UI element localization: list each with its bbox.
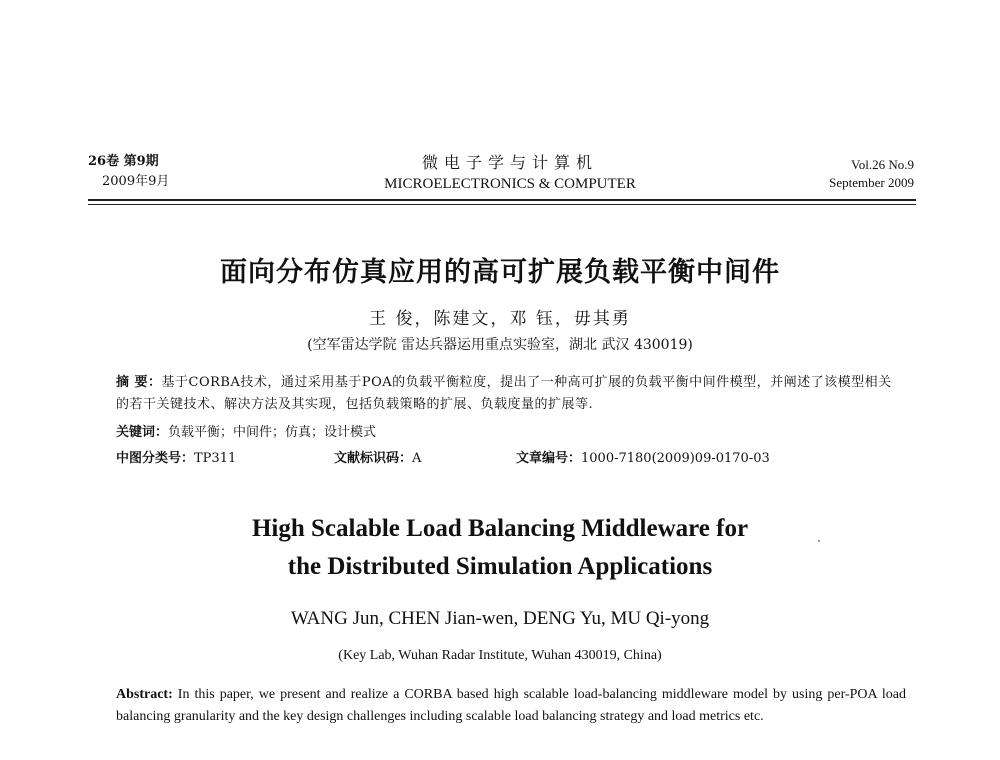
journal-name-cn: 微电子学与计算机 xyxy=(421,153,598,172)
clc-value: TP311 xyxy=(194,451,237,466)
abstract-en xyxy=(116,684,906,728)
volume-issue-en: Vol.26 No.9 xyxy=(851,157,914,172)
abstract-cn-text: 基于CORBA技术，通过采用基于POA的负载平衡粒度，提出了一种高可扩展的负载平衡中间件模型，并阐述了该模型相关的若干关键技术、解决方法及其实现，包括负载策略的扩展、负载度量的扩展等. xyxy=(116,375,892,412)
clc-label: 中图分类号： xyxy=(116,451,195,466)
header-rule-thin xyxy=(88,204,916,205)
abstract-cn xyxy=(116,372,902,416)
keywords-cn-text: 负载平衡；中间件；仿真；设计模式 xyxy=(168,425,377,440)
paper-title-en xyxy=(0,510,1000,586)
header-right xyxy=(829,156,914,192)
authors-cn: 王 俊，陈建文，邓 钰，毋其勇 xyxy=(369,309,631,329)
paper-title-cn: 面向分布仿真应用的高可扩展负载平衡中间件 xyxy=(220,257,780,288)
abstract-cn-label: 摘 要： xyxy=(116,375,162,390)
doc-code xyxy=(334,448,421,470)
journal-name-en: MICROELECTRONICS & COMPUTER xyxy=(384,176,636,192)
keywords-cn-label: 关键词： xyxy=(116,425,169,440)
date-cn: 2009年9月 xyxy=(102,174,170,189)
authors-en: WANG Jun, CHEN Jian-wen, DENG Yu, MU Qi-yong xyxy=(290,608,710,629)
article-label: 文章编号： xyxy=(516,451,582,466)
affiliation-cn: (空军雷达学院 雷达兵器运用重点实验室，湖北 武汉 430019) xyxy=(307,337,693,353)
abstract-en-text: In this paper, we present and realize a CORBA based high scalable load-balancing middleware model by using per-POA load balancing granularity and the key design challenges including scalable load balancing strategy and load metrics etc. xyxy=(116,687,906,724)
journal-name xyxy=(300,152,720,194)
date-en: September 2009 xyxy=(829,175,914,190)
abstract-en-label: Abstract: xyxy=(116,687,173,702)
affiliation-en: (Key Lab, Wuhan Radar Institute, Wuhan 430019, China) xyxy=(338,648,662,663)
header-rule-thick xyxy=(88,199,916,201)
article-value: 1000-7180(2009)09-0170-03 xyxy=(581,451,770,466)
keywords-cn xyxy=(116,422,376,444)
clc-number xyxy=(116,448,236,470)
scan-speck xyxy=(818,540,820,542)
article-number xyxy=(516,448,770,470)
doc-value: A xyxy=(412,451,422,466)
paper-title-en-line1: High Scalable Load Balancing Middleware for xyxy=(251,515,749,542)
header-left xyxy=(88,152,169,192)
paper-title-en-line2: the Distributed Simulation Applications xyxy=(287,553,713,580)
volume-issue-cn: 26卷 第9期 xyxy=(88,154,159,169)
doc-label: 文献标识码： xyxy=(334,451,413,466)
